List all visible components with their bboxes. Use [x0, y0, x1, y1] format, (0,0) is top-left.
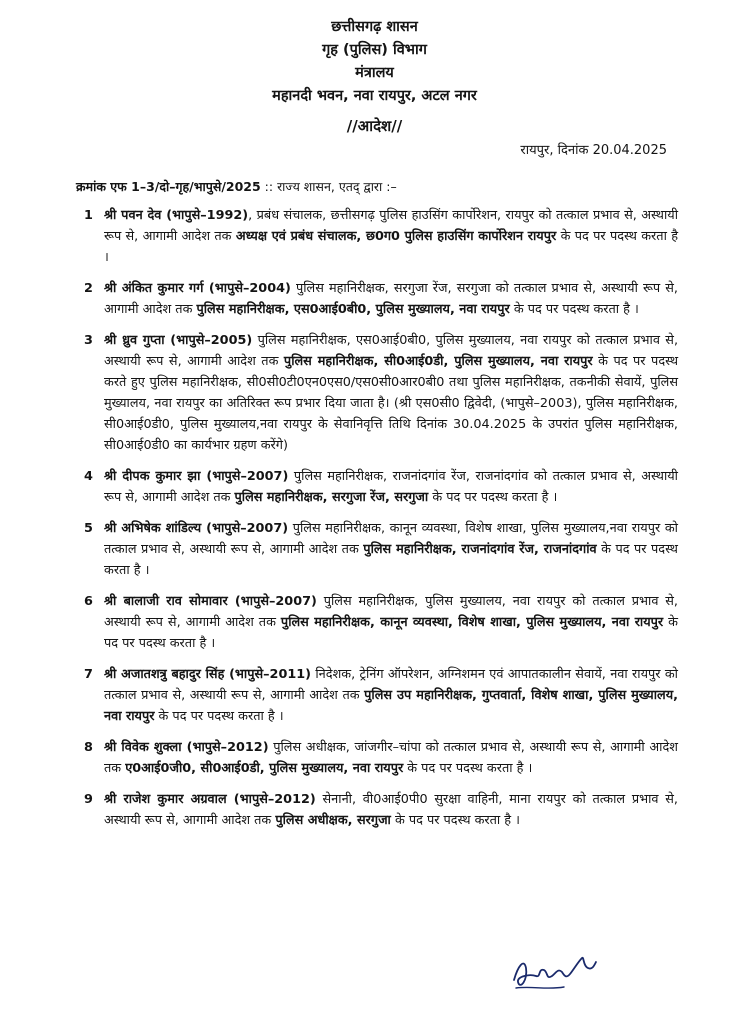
item-body: पुलिस महानिरीक्षक, कानून व्यवस्था, विशेष शाखा, पुलिस मुख्यालय,नवा रायपुर को तत्काल प्रभाव से, अस्थायी रूप से, आगामी आदेश तक [104, 521, 678, 557]
list-item [84, 664, 678, 727]
new-post: पुलिस अधीक्षक, सरगुजा [275, 813, 391, 828]
item-number: 7 [84, 667, 93, 682]
order-title: //आदेश// [346, 117, 403, 135]
list-item [84, 737, 678, 779]
officer-name: श्री अजातशत्रु बहादुर सिंह (भापुसे–2011) [104, 667, 312, 682]
new-post: पुलिस महानिरीक्षक, एस0आई0बी0, पुलिस मुख्यालय, नवा रायपुर [196, 302, 510, 317]
header-address: महानदी भवन, नवा रायपुर, अटल नगर [272, 88, 477, 104]
reference-line [76, 178, 686, 195]
new-post: ए0आई0जी0, सी0आई0डी, पुलिस मुख्यालय, नवा रायपुर [125, 761, 404, 776]
officer-name: श्री अंकित कुमार गर्ग (भापुसे–2004) [104, 281, 291, 296]
officer-name: श्री अभिषेक शांडिल्य (भापुसे–2007) [104, 521, 289, 536]
header-government: छत्तीसगढ़ शासन [331, 19, 418, 35]
item-body: निदेशक, ट्रेनिंग ऑपरेशन, अग्निशमन एवं आपातकालीन सेवायें, नवा रायपुर को तत्काल प्रभाव से, अस्थायी रूप से, आगामी आदेश तक [104, 667, 678, 703]
list-item [84, 466, 678, 508]
item-tail: के पद पर पदस्थ करता है । [154, 709, 284, 724]
item-tail: के पद पर पदस्थ करता है । [104, 615, 678, 651]
officer-name: श्री दीपक कुमार झा (भापुसे–2007) [104, 469, 289, 484]
officer-name: श्री बालाजी राव सोमावार (भापुसे–2007) [104, 594, 317, 609]
item-number: 5 [84, 521, 93, 536]
officer-name: श्री राजेश कुमार अग्रवाल (भापुसे–2012) [104, 792, 316, 807]
item-tail: के पद पर पदस्थ करते हुए पुलिस महानिरीक्षक, सी0सी0टी0एन0एस0/एस0सी0आर0बी0 तथा पुलिस महानिरीक्षक, तकनीकी सेवायें, पुलिस मुख्यालय, नवा रायपुर का अतिरिक्त रूप प्रभार दिया जाता है। (श्री एस0सी0 द्विवेदी, (भापुसे–2003), पुलिस महानिरीक्षक, सी0आई0डी0, पुलिस मुख्यालय,नवा रायपुर के सेवानिवृत्ति तिथि दिनांक 30.04.2025 के उपरांत पुलिस महानिरीक्षक, सी0आई0डी0 का कार्यभार ग्रहण करेंगे) [104, 354, 679, 453]
item-body: पुलिस महानिरीक्षक, पुलिस मुख्यालय, नवा रायपुर को तत्काल प्रभाव से, अस्थायी रूप से, आगामी आदेश तक [104, 594, 678, 630]
item-number: 2 [84, 281, 93, 296]
item-tail: के पद पर पदस्थ करता है । [509, 302, 639, 317]
item-body: पुलिस महानिरीक्षक, सरगुजा रेंज, सरगुजा को तत्काल प्रभाव से, अस्थायी रूप से, आगामी आदेश तक [104, 281, 678, 317]
item-number: 1 [84, 208, 93, 223]
header-department: गृह (पुलिस) विभाग [322, 42, 427, 58]
item-number: 6 [84, 594, 93, 609]
list-item [84, 205, 678, 268]
list-item [84, 330, 678, 456]
item-body: सेनानी, वी0आई0पी0 सुरक्षा वाहिनी, माना रायपुर को तत्काल प्रभाव से, अस्थायी रूप से, आगामी आदेश तक [104, 792, 678, 828]
item-number: 8 [84, 740, 93, 755]
header-ministry: मंत्रालय [355, 65, 394, 81]
new-post: पुलिस महानिरीक्षक, सरगुजा रेंज, सरगुजा [234, 490, 429, 505]
officer-name: श्री विवेक शुक्ला (भापुसे–2012) [104, 740, 269, 755]
item-tail: के पद पर पदस्थ करता है । [428, 490, 558, 505]
item-tail: के पद पर पदस्थ करता है । [104, 229, 679, 265]
item-tail: के पद पर पदस्थ करता है । [390, 813, 521, 828]
officer-name: श्री ध्रुव गुप्ता (भापुसे–2005) [104, 333, 253, 348]
posting-list [84, 205, 678, 841]
item-body: पुलिस अधीक्षक, जांजगीर–चांपा को तत्काल प्रभाव से, अस्थायी रूप से, आगामी आदेश तक [104, 740, 678, 776]
reference-text: :: राज्य शासन, एतद् द्वारा :– [264, 179, 397, 194]
new-post: अध्यक्ष एवं प्रबंध संचालक, छ0ग0 पुलिस हाउसिंग कार्पोरेशन रायपुर [235, 229, 557, 244]
item-number: 4 [84, 469, 93, 484]
list-item [84, 278, 678, 320]
list-item [84, 518, 678, 581]
item-body: , प्रबंध संचालक, छत्तीसगढ़ पुलिस हाउसिंग कार्पोरेशन, रायपुर को तत्काल प्रभाव से, अस्थायी रूप से, आगामी आदेश तक [104, 208, 679, 244]
list-item [84, 591, 678, 654]
officer-name: श्री पवन देव (भापुसे–1992) [104, 208, 249, 223]
list-item [84, 789, 678, 831]
new-post: पुलिस महानिरीक्षक, राजनांदगांव रेंज, राजनांदगांव [363, 542, 597, 557]
item-body: पुलिस महानिरीक्षक, राजनांदगांव रेंज, राजनांदगांव को तत्काल प्रभाव से, अस्थायी रूप से, आगामी आदेश तक [104, 469, 678, 505]
document-header [0, 16, 749, 108]
reference-number: क्रमांक एफ 1–3/दो–गृह/भापुसे/2025 [76, 179, 261, 194]
new-post: पुलिस महानिरीक्षक, कानून व्यवस्था, विशेष शाखा, पुलिस मुख्यालय, नवा रायपुर [280, 615, 664, 630]
item-number: 3 [84, 333, 93, 348]
order-date: रायपुर, दिनांक 20.04.2025 [520, 143, 667, 158]
signature-icon [508, 946, 598, 996]
new-post: पुलिस उप महानिरीक्षक, गुप्तवार्ता, विशेष शाखा, पुलिस मुख्यालय, नवा रायपुर [104, 688, 678, 724]
item-number: 9 [84, 792, 93, 807]
new-post: पुलिस महानिरीक्षक, सी0आई0डी, पुलिस मुख्यालय, नवा रायपुर [283, 354, 593, 369]
item-body: पुलिस महानिरीक्षक, एस0आई0बी0, पुलिस मुख्यालय, नवा रायपुर को तत्काल प्रभाव से, अस्थायी रूप से, आगामी आदेश तक [104, 333, 679, 369]
item-tail: के पद पर पदस्थ करता है । [104, 542, 678, 578]
item-tail: के पद पर पदस्थ करता है । [403, 761, 533, 776]
